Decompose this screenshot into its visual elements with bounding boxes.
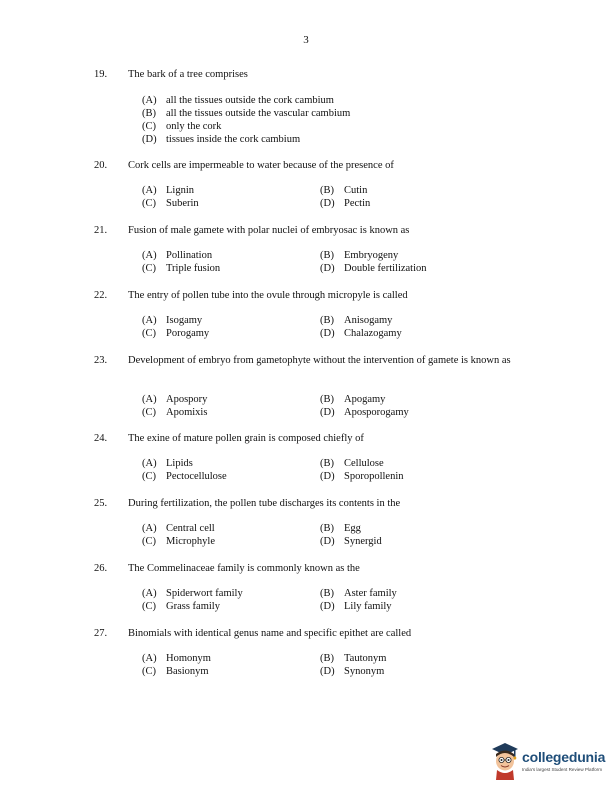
option-b: (B) all the tissues outside the vascular cambium <box>142 108 351 119</box>
option-c: (C) Grass family <box>142 601 220 612</box>
question-text: The exine of mature pollen grain is composed chiefly of <box>128 433 364 444</box>
question-number: 27. <box>94 628 108 639</box>
logo-tagline: India's largest Student Review Platform <box>522 767 603 772</box>
option-b: (B) Cellulose <box>320 458 384 469</box>
option-d: (D) Chalazogamy <box>320 328 402 339</box>
question-number: 22. <box>94 290 108 301</box>
page-number: 3 <box>303 34 309 46</box>
option-b: (B) Aster family <box>320 588 397 599</box>
question-number: 20. <box>94 160 108 171</box>
option-d: (D) Synergid <box>320 536 382 547</box>
option-b: (B) Apogamy <box>320 394 386 405</box>
option-c: (C) Triple fusion <box>142 263 221 274</box>
option-a: (A) Pollination <box>142 250 213 261</box>
option-b: (B) Embryogeny <box>320 250 399 261</box>
question-text: Binomials with identical genus name and specific epithet are called <box>128 628 412 639</box>
option-d: (D) Double fertilization <box>320 263 427 274</box>
option-b: (B) Tautonym <box>320 653 387 664</box>
option-d: (D) Pectin <box>320 198 371 209</box>
option-a: (A) Isogamy <box>142 315 203 326</box>
option-c: (C) Apomixis <box>142 407 208 418</box>
question-text: The Commelinaceae family is commonly known as the <box>128 563 360 574</box>
logo-wordmark: collegedunia <box>522 749 606 765</box>
option-a: (A) Lignin <box>142 185 194 196</box>
option-d: (D) Lily family <box>320 601 392 612</box>
option-b: (B) Egg <box>320 523 361 534</box>
question-number: 25. <box>94 498 108 509</box>
question-number: 23. <box>94 355 108 366</box>
option-a: (A) Lipids <box>142 458 193 469</box>
question-text: Cork cells are impermeable to water because of the presence of <box>128 160 394 171</box>
question-text: The bark of a tree comprises <box>128 69 248 80</box>
option-c: (C) Porogamy <box>142 328 210 339</box>
question-number: 24. <box>94 433 108 444</box>
option-d: (D) tissues inside the cork cambium <box>142 134 301 145</box>
question-number: 26. <box>94 563 108 574</box>
question-number: 21. <box>94 225 108 236</box>
option-c: (C) Microphyle <box>142 536 215 547</box>
option-d: (D) Aposporogamy <box>320 407 409 418</box>
mascot-graduate-icon <box>490 740 520 780</box>
option-a: (A) Central cell <box>142 523 215 534</box>
option-d: (D) Sporopollenin <box>320 471 404 482</box>
option-b: (B) Cutin <box>320 185 368 196</box>
option-d: (D) Synonym <box>320 666 385 677</box>
collegedunia-logo <box>490 740 612 784</box>
option-b: (B) Anisogamy <box>320 315 393 326</box>
option-c: (C) Suberin <box>142 198 199 209</box>
option-a: (A) Spiderwort family <box>142 588 243 599</box>
question-number: 19. <box>94 69 108 80</box>
option-c: (C) Basionym <box>142 666 209 677</box>
question-text: During fertilization, the pollen tube discharges its contents in the <box>128 498 401 509</box>
option-a: (A) Homonym <box>142 653 211 664</box>
option-c: (C) only the cork <box>142 121 222 132</box>
option-a: (A) all the tissues outside the cork cambium <box>142 95 334 106</box>
option-c: (C) Pectocellulose <box>142 471 227 482</box>
option-a: (A) Apospory <box>142 394 208 405</box>
question-text: Development of embryo from gametophyte without the intervention of gamete is known as <box>128 355 511 366</box>
question-text: Fusion of male gamete with polar nuclei of embryosac is known as <box>128 225 410 236</box>
question-text: The entry of pollen tube into the ovule through micropyle is called <box>128 290 408 301</box>
